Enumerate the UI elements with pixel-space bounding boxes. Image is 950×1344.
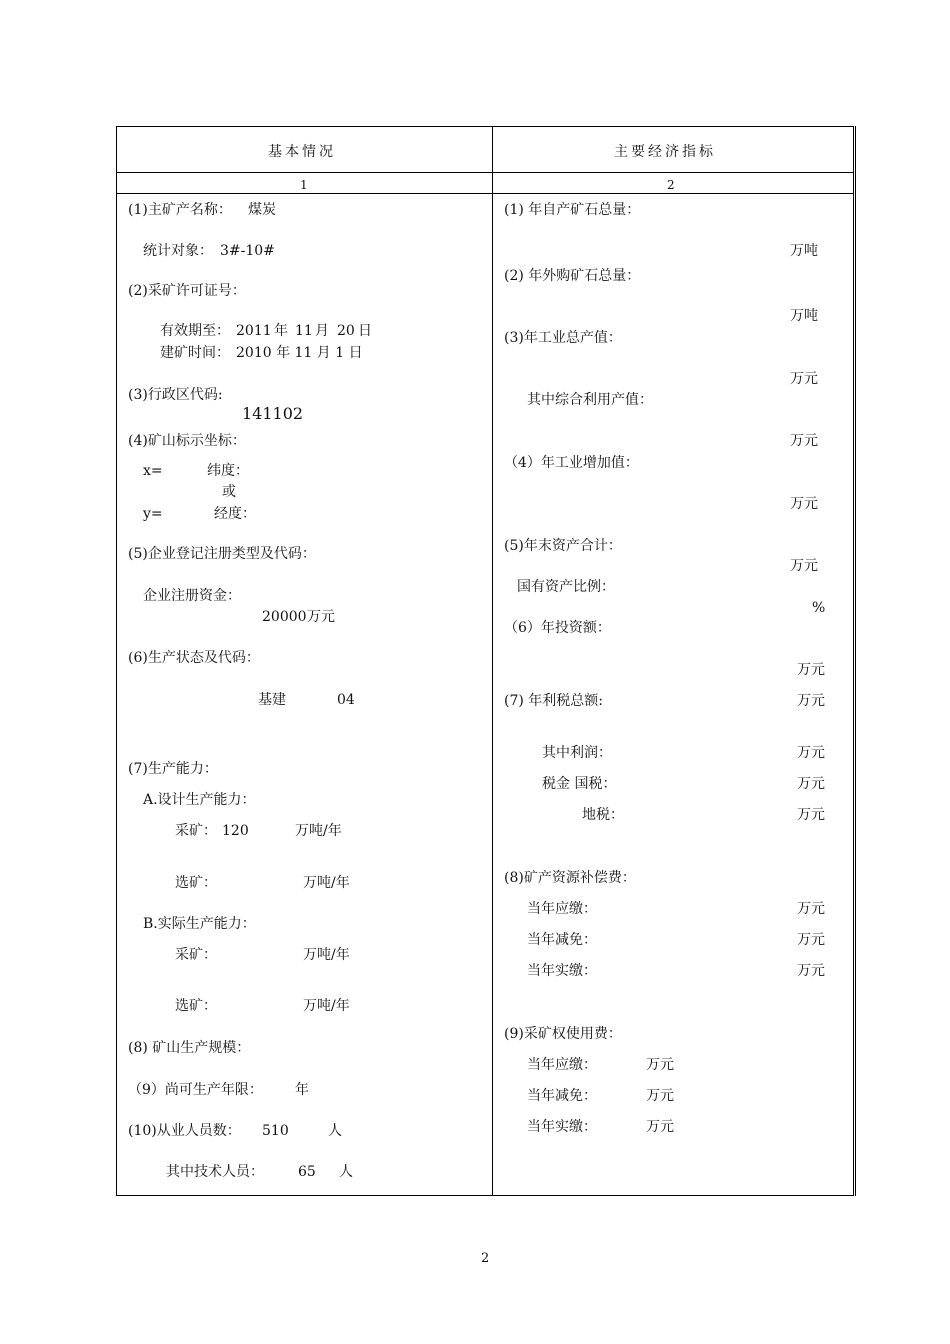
fee-reduced-unit: 万元	[646, 1088, 674, 1104]
license-label: (2)采矿许可证号：	[128, 283, 246, 299]
or-label: 或	[222, 484, 236, 500]
valid-until-year: 2011	[236, 323, 272, 339]
left-column-title: 基本情况	[268, 144, 336, 160]
remaining-years-label: （9）尚可生产年限：	[128, 1082, 263, 1098]
valid-until-month-unit: 月	[315, 323, 329, 339]
design-capacity-label: A.设计生产能力：	[143, 792, 256, 808]
valid-until-year-unit: 年	[274, 323, 288, 339]
comp-due-unit: 万元	[797, 901, 825, 917]
actual-capacity-label: B.实际生产能力：	[143, 916, 256, 932]
usage-fee-label: (9)采矿权使用费：	[504, 1026, 622, 1042]
design-dressing-label: 选矿：	[175, 875, 217, 891]
valid-until-month: 11	[295, 323, 313, 339]
purchased-ore-label: (2) 年外购矿石总量：	[504, 268, 641, 284]
design-mining-label: 采矿：	[175, 823, 217, 839]
purchased-ore-unit: 万吨	[790, 308, 818, 324]
total-assets-label: (5)年末资产合计：	[504, 538, 622, 554]
latitude-label: 纬度：	[207, 463, 249, 479]
profit-label: 其中利润：	[542, 745, 612, 761]
tech-staff-value: 65	[298, 1164, 316, 1180]
comp-reduced-unit: 万元	[797, 932, 825, 948]
right-column-number: 2	[667, 178, 675, 192]
right-column-title: 主要经济指标	[614, 144, 716, 160]
local-tax-label: 地税：	[582, 807, 624, 823]
design-mining-unit: 万吨/年	[295, 823, 342, 839]
added-value-label: （4）年工业增加值：	[504, 455, 639, 471]
design-dressing-unit: 万吨/年	[303, 875, 350, 891]
admin-code-label: (3)行政区代码:	[128, 387, 223, 403]
comp-due-label: 当年应缴：	[527, 901, 597, 917]
valid-until-label: 有效期至：	[160, 323, 230, 339]
compensation-label: (8)矿产资源补偿费：	[504, 870, 636, 886]
investment-unit: 万元	[797, 662, 825, 678]
y-coord-label: y=	[143, 506, 163, 522]
mineral-name-label: (1)主矿产名称：	[128, 202, 232, 218]
reg-capital-unit: 万元	[307, 609, 335, 625]
added-value-unit: 万元	[790, 496, 818, 512]
comp-paid-label: 当年实缴：	[527, 963, 597, 979]
prod-status-value: 基建	[258, 692, 286, 708]
tech-staff-unit: 人	[339, 1164, 353, 1180]
local-tax-unit: 万元	[797, 807, 825, 823]
actual-dressing-unit: 万吨/年	[303, 998, 350, 1014]
build-time-value: 2010 年 11 月 1 日	[236, 345, 363, 361]
state-assets-label: 国有资产比例：	[517, 579, 615, 595]
x-coord-label: x=	[143, 463, 163, 479]
scale-label: (8) 矿山生产规模：	[128, 1040, 251, 1056]
tech-staff-label: 其中技术人员：	[166, 1164, 264, 1180]
comprehensive-label: 其中综合利用产值：	[527, 392, 653, 408]
tax-national-label: 税金 国税：	[542, 776, 617, 792]
output-value-unit: 万元	[790, 371, 818, 387]
state-assets-unit: %	[812, 600, 826, 616]
capacity-label: (7)生产能力：	[128, 761, 218, 777]
reg-capital-value: 20000	[262, 609, 307, 625]
investment-label: （6）年投资额：	[504, 620, 611, 636]
fee-due-unit: 万元	[646, 1057, 674, 1073]
mineral-name-value: 煤炭	[248, 202, 276, 218]
reg-capital-label: 企业注册资金：	[143, 588, 241, 604]
national-tax-unit: 万元	[797, 776, 825, 792]
employees-unit: 人	[328, 1123, 342, 1139]
page-number: 2	[481, 1251, 490, 1266]
table-right-double-line	[855, 126, 856, 1196]
design-mining-value: 120	[222, 823, 249, 839]
fee-due-label: 当年应缴：	[527, 1057, 597, 1073]
stat-object-value: 3#-10#	[220, 243, 275, 259]
actual-dressing-label: 选矿：	[175, 998, 217, 1014]
stat-object-label: 统计对象：	[143, 243, 213, 259]
build-time-label: 建矿时间：	[160, 345, 230, 361]
fee-paid-unit: 万元	[646, 1119, 674, 1135]
self-ore-unit: 万吨	[790, 243, 818, 259]
fee-paid-label: 当年实缴：	[527, 1119, 597, 1135]
fee-reduced-label: 当年减免：	[527, 1088, 597, 1104]
actual-mining-unit: 万吨/年	[303, 947, 350, 963]
output-value-label: (3)年工业总产值：	[504, 330, 622, 346]
valid-until-day-unit: 日	[358, 323, 372, 339]
comp-paid-unit: 万元	[797, 963, 825, 979]
valid-until-day: 20	[337, 323, 355, 339]
prod-status-label: (6)生产状态及代码：	[128, 650, 260, 666]
self-ore-label: (1) 年自产矿石总量：	[504, 202, 641, 218]
column-divider	[492, 126, 493, 1196]
employees-value: 510	[262, 1123, 289, 1139]
coords-label: (4)矿山标示坐标：	[128, 433, 246, 449]
total-assets-unit: 万元	[790, 558, 818, 574]
column-number-divider	[116, 193, 854, 194]
reg-type-label: (5)企业登记注册类型及代码：	[128, 546, 316, 562]
profit-tax-unit: 万元	[797, 693, 825, 709]
longitude-label: 经度：	[214, 506, 256, 522]
comprehensive-unit: 万元	[790, 433, 818, 449]
employees-label: (10)从业人员数：	[128, 1123, 241, 1139]
admin-code-value: 141102	[242, 404, 304, 423]
profit-tax-label: (7) 年利税总额:	[504, 693, 603, 709]
comp-reduced-label: 当年减免：	[527, 932, 597, 948]
remaining-years-unit: 年	[295, 1082, 309, 1098]
profit-unit: 万元	[797, 745, 825, 761]
left-column-number: 1	[300, 178, 308, 192]
actual-mining-label: 采矿：	[175, 947, 217, 963]
prod-status-code: 04	[337, 692, 355, 708]
header-divider	[116, 172, 854, 173]
